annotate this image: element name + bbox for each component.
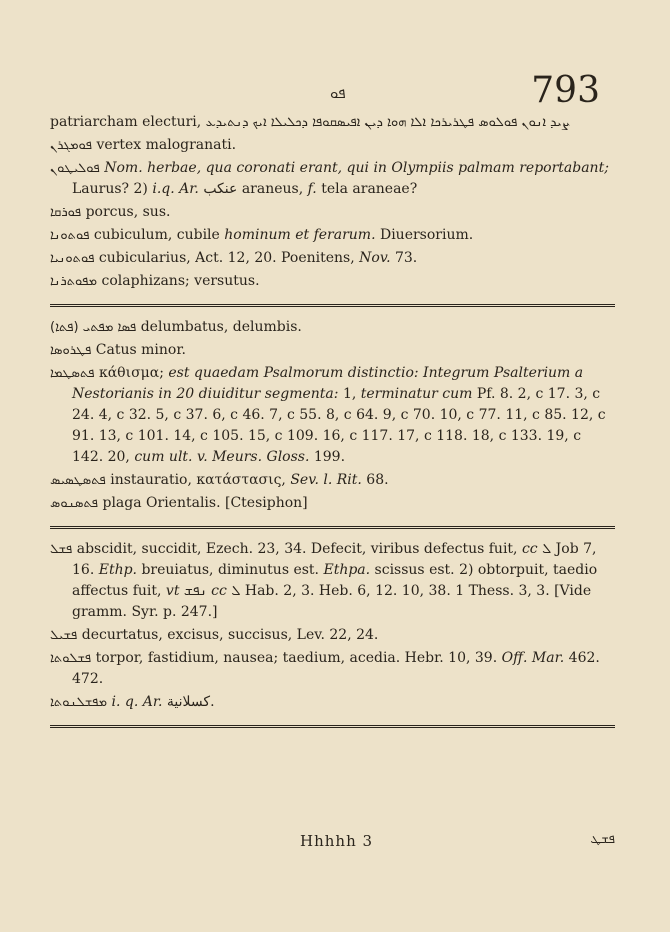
- entry-text: ܢܦܫ: [179, 583, 212, 599]
- entry-text: Diuersorium.: [375, 227, 474, 243]
- entry-text: plaga Orientalis. [Ctesiphon]: [98, 495, 308, 511]
- entry-italic: Ethp.: [98, 562, 137, 578]
- entry-italic: Nov.: [359, 250, 391, 266]
- entry-text: Pf. 8. 2, c 17. 3, c 24. 4, c 32. 5, c 37. 6, c 46. 7, c 55. 8, c 64. 9, c 70. 10, c 77. 11, c 85. 12, c 91. 13, c 101. 14, c 105. 15, c 109. 16, c 117. 17, c 118. 18, c 133. 19, c 142. 20,: [72, 386, 606, 465]
- entry: [50, 317, 615, 338]
- entry-italic: f.: [307, 181, 317, 197]
- entry-text: porcus, sus.: [81, 204, 171, 220]
- entry-italic: cc: [521, 541, 538, 557]
- syriac-headword: ܦܛܪܘܣܐ: [50, 343, 92, 358]
- syriac-headword: ܦܘܬܘܢܐ: [50, 228, 90, 243]
- entry: [50, 135, 615, 156]
- entry-italic: hominum et ferarum.: [224, 227, 376, 243]
- entry: [50, 248, 615, 269]
- entry-text: 462. 472.: [72, 650, 600, 687]
- entry-italic: Off. Mar.: [501, 650, 565, 666]
- entry: [50, 493, 615, 514]
- entry: [50, 539, 615, 623]
- entry-text: scissus est. 2) obtorpuit, taedio affectus fuit,: [72, 562, 598, 599]
- entry-text: colaphizans; versutus.: [97, 273, 260, 289]
- entry-text: vertex malogranati.: [92, 137, 237, 153]
- entry-text: ܠ Job 7, 16.: [72, 541, 597, 578]
- entry-text: delumbatus, delumbis.: [136, 319, 302, 335]
- entry-italic: est quaedam Psalmorum distinctio: Integrum Psalterium a Nestorianis in 20 diuiditur segmenta:: [72, 365, 584, 402]
- entry-text: torpor, fastidium, nausea; taedium, acedia. Hebr. 10, 39.: [91, 650, 502, 666]
- entry-text: instauratio, κατάστασις,: [105, 472, 291, 488]
- syriac-headword: ܨܝܕ ܐܢܘܢ ܦܘܠܘܣ ܦܛܪܝܪܟܐ: [430, 115, 570, 130]
- entry: [50, 692, 615, 713]
- entry-italic: cc: [211, 583, 227, 599]
- entry-text: abscidit, succidit, Ezech. 23, 34. Defecit, viribus defectus fuit,: [72, 541, 522, 557]
- entry-text: ﻛﺴﻠﺎﻧﻴﺔ.: [162, 694, 215, 710]
- entry-italic: i. q. Ar.: [107, 694, 163, 710]
- syriac-headword: (ܦܬܐ) ܦܣܐ ܡܦܬܝ: [50, 320, 137, 335]
- entry: [50, 225, 615, 246]
- syriac-headword: ܦܘܬܘܢܝܐ: [50, 251, 95, 266]
- entry-text: 1,: [338, 386, 361, 402]
- page-body: [50, 112, 615, 738]
- entry-text: 68.: [361, 472, 389, 488]
- entry-text: breuiatus, diminutus est.: [137, 562, 324, 578]
- entry-italic: Sev. l. Rit.: [290, 472, 362, 488]
- page-number: 793: [531, 70, 600, 111]
- entry-text: Catus minor.: [91, 342, 186, 358]
- syriac-headword: ܦܫܠ: [50, 542, 73, 557]
- entry: [50, 271, 615, 292]
- syriac-headword: ܡܦܫܠܢܘܬܐ: [50, 695, 108, 710]
- entry-text: κάθισμα;: [94, 365, 169, 381]
- entry: [50, 625, 615, 646]
- entry-text: 73.: [390, 250, 418, 266]
- entry-text: cubiculum, cubile: [89, 227, 225, 243]
- page-footer: [50, 832, 615, 862]
- entry-text: decurtatus, excisus, succisus, Lev. 22, 24.: [77, 627, 379, 643]
- syriac-headword: ܡܦܘܬܪܢܐ: [50, 274, 98, 289]
- footer-divider: [50, 725, 615, 728]
- entry: [50, 648, 615, 690]
- entry: [50, 470, 615, 491]
- syriac-headword: ܦܬܣܛܡܐ: [50, 366, 95, 381]
- entry-text: cubicularius, Act. 12, 20. Poenitens,: [94, 250, 360, 266]
- catchword: ܦܫܛ: [590, 832, 615, 847]
- syriac-headword: ܦܘܠܝܛܘܢ: [50, 161, 100, 176]
- folio-letters: ܦܘ: [330, 84, 346, 102]
- entry-text: ﻋﻨﻜﺐ araneus,: [198, 181, 308, 197]
- signature-mark: Hhhhh 3: [300, 832, 374, 850]
- entry: [50, 340, 615, 361]
- entry-text: tela araneae?: [316, 181, 418, 197]
- entry-text: 199.: [309, 449, 346, 465]
- entry-italic: Nom. herbae, qua coronati erant, qui in Olympiis palmam reportabant;: [99, 160, 609, 176]
- entry-italic: Ethpa.: [323, 562, 371, 578]
- entry-italic: vt: [165, 583, 180, 599]
- syriac-headword: ܦܫܝܠ: [50, 628, 78, 643]
- entry-text: ܠ Hab. 2, 3. Heb. 6, 12. 10, 38. 1 Thess. 3, 3. [Vide gramm. Syr. p. 247.]: [72, 583, 592, 620]
- entry-continuation: [50, 112, 615, 133]
- entry-text: Laurus? 2): [72, 181, 153, 197]
- syriac-phrase: ܐܠܐ ܗܘܐ ܕܝܢ ܐܦܝܣܩܘܦܐ ܕܟܠܝܠܐ ܐܝܟ ܕܢܬܝܕܥ: [205, 115, 427, 130]
- syriac-headword: ܦܫܠܘܬܐ: [50, 651, 92, 666]
- entry: [50, 158, 615, 200]
- entry-italic: terminatur cum: [360, 386, 473, 402]
- entry-text: patriarcham electuri,: [50, 114, 206, 130]
- syriac-headword: ܦܬܣܢܘܣ: [50, 496, 99, 511]
- entry-italic: cum ult. v. Meurs. Gloss.: [134, 449, 310, 465]
- syriac-headword: ܦܬܣܛܣܝܣ: [50, 473, 106, 488]
- entry: [50, 202, 615, 223]
- entry: [50, 363, 615, 468]
- syriac-headword: ܦܘܡܓܪܢ: [50, 138, 93, 153]
- entry-italic: i.q. Ar.: [152, 181, 199, 197]
- page-header: [40, 62, 600, 111]
- syriac-headword: ܦܘܪܩܐ: [50, 205, 82, 220]
- section-divider: [50, 304, 615, 307]
- section-divider: [50, 526, 615, 529]
